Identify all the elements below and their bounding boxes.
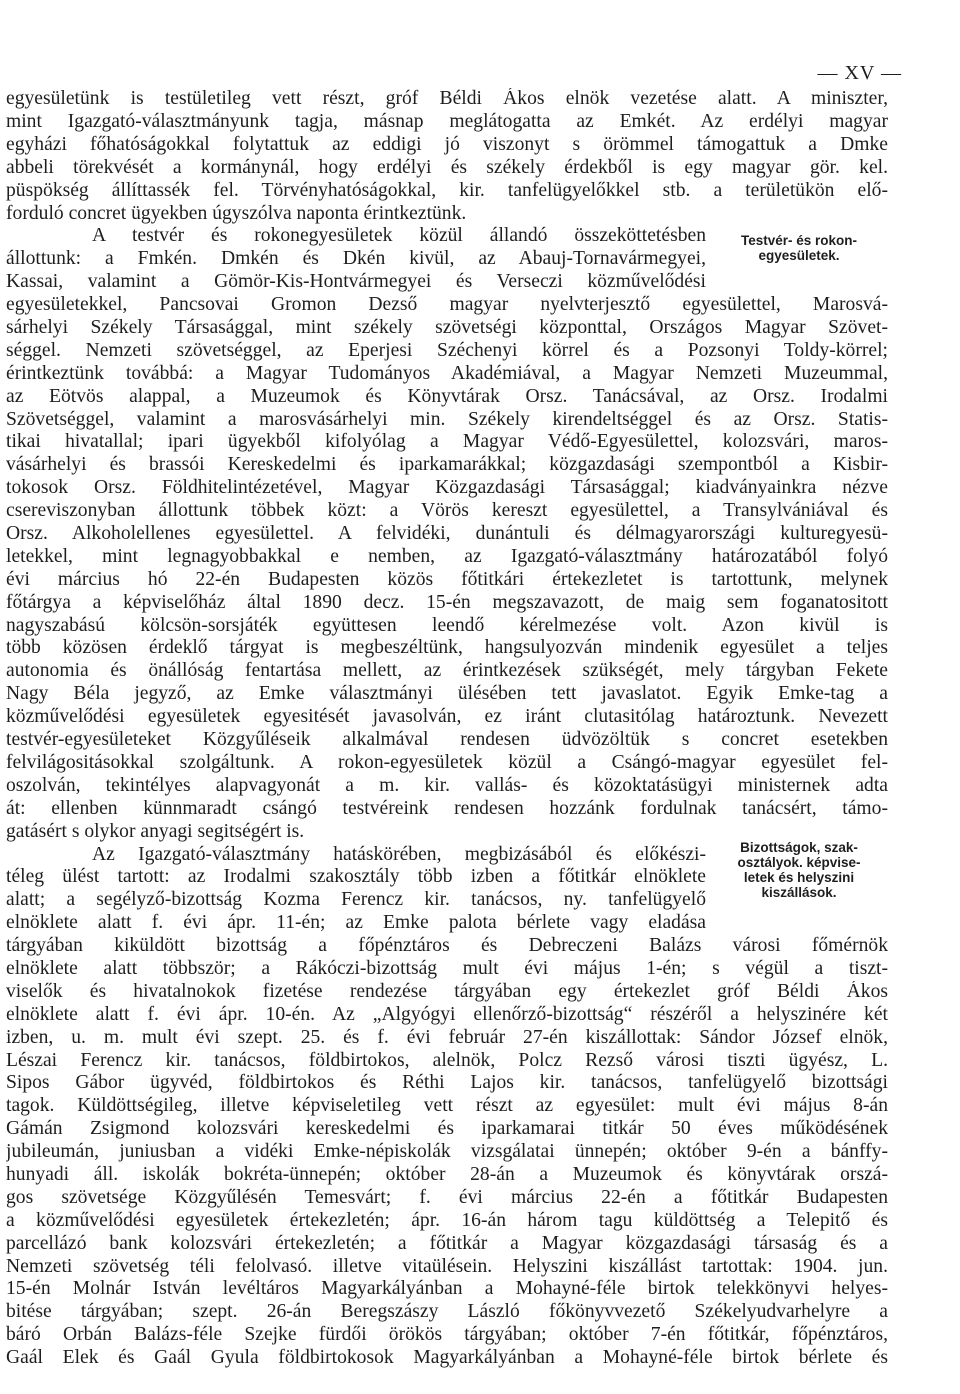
text-line: állottunk: a Fmkén. Dmkén és Dkén kivül, az Abauj-Tornavármegyei,	[6, 248, 706, 270]
text-line: püspökség állíttassék fel. Törvényhatóságokkal, kir. tanfelügyelőkkel stb. a területükön elő-	[6, 179, 888, 201]
text-line: séggel. Nemzeti szövetséggel, az Eperjesi Széchenyi körrel és a Pozsonyi Toldy-körrel;	[6, 339, 888, 361]
text-line: főtárgya a képviselőház által 1890 decz. 15-én megszavazott, de maig sem foganatositott	[6, 591, 888, 613]
margin-note-line: letek és helyszini	[743, 869, 855, 885]
margin-note-testver	[708, 233, 890, 263]
margin-note-line: egyesületek.	[758, 248, 840, 264]
text-line: Kassai, valamint a Gömör-Kis-Hontvármegyei és Verseczi közművelődési	[6, 271, 706, 293]
text-line: Nagy Béla jegyző, az Emke választmányi ülésében tett javaslatot. Egyik Emke-tag a	[6, 683, 888, 705]
text-line: báró Orbán Balázs-féle Szejke fürdői örökös tárgyában; október 7-én főtitkár, főpénztáros,	[6, 1324, 888, 1346]
text-line: gos szövetsége Közgyűlésén Temesvárt; f. évi március 22-én a főtitkár Budapesten	[6, 1186, 888, 1208]
text-line: bitése tárgyában; szept. 26-án Beregszászy László főkönyvvezető Székelyudvarhelyre a	[6, 1301, 888, 1323]
text-line: tárgyában kiküldött bizottság a főpénztáros és Debreczeni Balázs városi főmérnök	[6, 935, 888, 956]
text-line: gatásért s olykor anyagi segitségért is.	[6, 820, 305, 842]
text-line: egyházi főhatóságokkal folytattuk az eddigi jó viszonyt s örömmel támogattuk a Dmke	[6, 133, 888, 155]
text-line: érintkeztünk továbbá: a Magyar Tudományos Akadémiával, a Magyar Nemzeti Muzeummal,	[6, 362, 888, 384]
text-line: az Eötvös alappal, a Muzeumok és Könyvtárak Orsz. Tanácsával, az Orsz. Irodalmi	[6, 385, 888, 407]
text-line: tokosok Orsz. Földhitelintézetével, Magyar Közgazdasági Társasággal; kiadványainkra nézve	[6, 477, 888, 499]
text-line: elnöklete alatt f. évi ápr. 11-én; az Emke palota bérlete vagy eladása	[6, 912, 706, 934]
text-line: nagyszabású kölcsön-sorsjáték együttesen leendő kérelmezése volt. Azon kivül is	[6, 614, 888, 636]
page-number: — XV —	[817, 62, 902, 84]
text-line: elnöklete alatt többször; a Rákóczi-bizottság mult évi május 1-én; s végül a tiszt-	[6, 957, 888, 979]
margin-note-line: Bizottságok, szak-	[740, 839, 858, 855]
text-line: egyesületünk is testületileg vett részt, gróf Béldi Ákos elnök vezetése alatt. A miniszter,	[6, 88, 888, 109]
text-line: Az Igazgató-választmány hatáskörében, megbizásából és előkészi-	[92, 843, 706, 865]
text-line: át: ellenben künnmaradt csángó testvéreink rendesen hozzánk fordulnak tanácsért, támo-	[6, 797, 888, 819]
text-line: Szövetséggel, valamint a marosvásárhelyi min. Székely kirendeltséggel és az Orsz. Statis-	[6, 408, 888, 430]
text-line: sárhelyi Székely Társasággal, mint székely szövetségi központtal, Országos Magyar Szövet-	[6, 316, 888, 338]
text-line: viselők és hivatalnokok fizetése rendezése tárgyában egy értekezlet gróf Béldi Ákos	[6, 980, 888, 1002]
text-line	[6, 1370, 888, 1393]
text-line: csereviszonyban állottunk többek közt: a Vörös kereszt egyesülettel, a Transylvániával és	[6, 500, 888, 522]
margin-note-line: Testvér- és rokon-	[740, 233, 858, 249]
text-line: jubileumán, juniusban a vidéki Emke-népiskolák vizsgálatai ünnepén; október 9-én a bánffy-	[6, 1141, 888, 1163]
text-line: Lészai Ferencz kir. tanácsos, földbirtokos, alelnök, Polcz Rezső városi tiszti ügyész, L.	[6, 1049, 888, 1071]
text-line: izben, u. m. mult évi szept. 25. és f. évi február 27-én kiszállottak: Sándor József elnök,	[6, 1026, 888, 1048]
text-line: autonomia és önállóság fentartása mellett, az érintkezések szükségét, mely tárgyban Fekete	[6, 660, 888, 682]
text-line: tikai hivatallal; ipari ügyekből kifolyólag a Magyar Védő-Egyesülettel, kolozsvári, maros-	[6, 431, 888, 453]
text-line: évi március hó 22-én Budapesten közös főtitkári értekezletet is tartottunk, melynek	[6, 568, 888, 590]
text-line: mint Igazgató-választmányunk tagja, másnap meglátogatta az Emkét. Az erdélyi magyar	[6, 110, 888, 132]
text-line: hunyadi áll. iskolák bokréta-ünnepén; október 28-án a Muzeumok és könyvtárak orszá-	[6, 1164, 888, 1185]
text-line: vásárhelyi és brassói Kereskedelmi és iparkamarákkal; közgazdasági szempontból a Kisbir-	[6, 454, 888, 476]
text-line: letekkel, mint legnagyobbakkal e nemben, az Igazgató-választmány határozatából folyó	[6, 545, 888, 567]
text-line: felvilágositásokkal szolgáltunk. A rokon-egyesületek közül a Csángó-magyar egyesület fel-	[6, 751, 888, 773]
text-line: Gámán Zsigmond kolozsvári kereskedelmi és iparkamarai titkár 50 éves működésének	[6, 1118, 888, 1140]
margin-note-line: osztályok. képvise-	[737, 854, 861, 870]
text-line: forduló concret ügyekben úgyszólva naponta érintkeztünk.	[6, 202, 467, 224]
text-line: több közösen érdeklő tárgyat is megbeszéltünk, hangsulyozván mindenik egyesület a teljes	[6, 637, 888, 659]
margin-note-line: kiszállások.	[761, 884, 837, 900]
text-line: A testvér és rokonegyesületek közül állandó összeköttetésben	[92, 225, 706, 247]
text-line: testvér-egyesületeket Közgyűléseik alkalmával rendesen üdvözöltük s concret esetekben	[6, 729, 888, 750]
text-line: elnöklete alatt f. évi ápr. 10-én. Az „Algyógyi ellenőrző-bizottság“ részéről a helyszinére két	[6, 1003, 888, 1025]
text-line: téleg ülést tartott: az Irodalmi szakosztály több izben a főtitkár elnöklete	[6, 866, 706, 888]
text-line: egyesületekkel, Pancsovai Gromon Dezső magyar nyelvterjesztő egyesülettel, Marosvá-	[6, 294, 888, 315]
text-line: parcellázó bank kolozsvári értekezletén; a főtitkár a Magyar közgazdasági társaság és a	[6, 1232, 888, 1254]
text-line: Sipos Gábor ügyvéd, földbirtokos és Réthi Lajos kir. tanácsos, tanfelügyelő bizottsági	[6, 1072, 888, 1094]
text-line: Orsz. Alkoholellenes egyesülettel. A felvidéki, dunántuli és délmagyarországi kulturegyesü-	[6, 523, 888, 544]
text-line: a közművelődési egyesületek értekezletén; ápr. 16-án három tagu küldöttség a Telepitő és	[6, 1209, 888, 1231]
text-line: tagok. Küldöttségileg, illetve képviseletileg vett részt az egyesület: mult évi május 8-án	[6, 1095, 888, 1117]
text-line: alatt; a segélyző-bizottság Kozma Ferencz kir. tanácsos, ny. tanfelügyelő	[6, 889, 706, 911]
text-line: Gaál Elek és Gaál Gyula földbirtokosok Magyarkályánban a Mohayné-féle birtok bérlete és	[6, 1347, 888, 1369]
text-line: abbeli törekvését a kormánynál, hogy erdélyi és székely érdekből is egy magyar gör. kel.	[6, 156, 888, 178]
text-line: 15-én Molnár István levéltáros Magyarkályánban a Mohayné-féle birtok telekkönyvi helyes-	[6, 1278, 888, 1300]
text-line: Nemzeti szövetség téli felolvasó. illetve vitaülésein. Helyszini kiszállást tartottak: 1904. jun.	[6, 1255, 888, 1277]
text-line: oszolván, tekintélyes alapvagyonát a m. kir. vallás- és közoktatásügyi ministernek adta	[6, 774, 888, 796]
text-line: közművelődési egyesületek egyesitését javasolván, ez iránt clutasitólag határoztunk. Nevezett	[6, 706, 888, 728]
margin-note-bizottsagok	[708, 840, 890, 900]
